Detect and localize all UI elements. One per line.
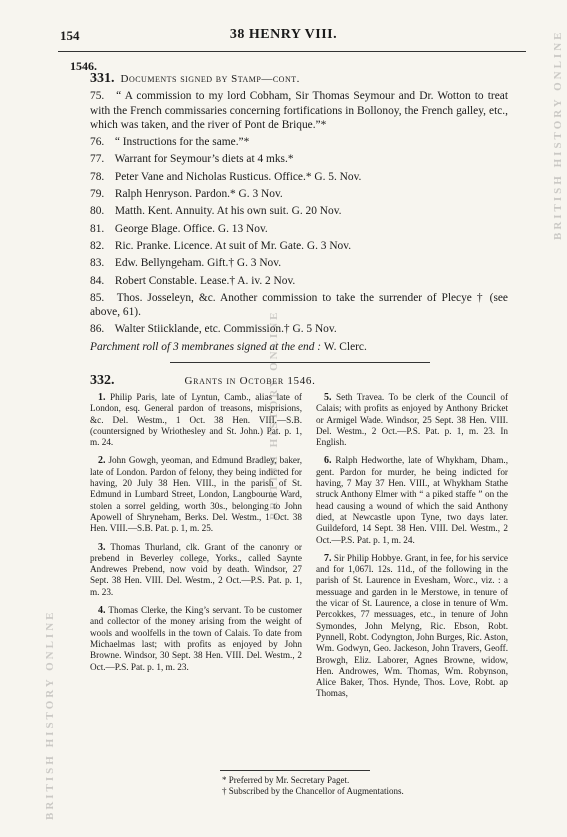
section-divider	[170, 362, 430, 363]
item-text: Thos. Josseleyn, &c. Another commission to take the surrender of Plecye † (see above, 61).	[90, 291, 508, 319]
list-item	[90, 256, 508, 270]
item-number: 7.	[324, 552, 332, 564]
footnote: * Preferred by Mr. Secretary Paget.	[222, 775, 350, 785]
item-number: 79.	[90, 188, 105, 201]
list-item	[90, 322, 508, 336]
watermark: BRITISH HISTORY ONLINE	[268, 309, 280, 520]
item-number: 5.	[324, 392, 332, 403]
item-number: 6.	[324, 455, 332, 467]
item-text: “ A commission to my lord Cobham, Sir Thomas Seymour and Dr. Wotton to treat with the French commissaries concerning fortifications in Bollonoy, the French galley, etc., which was taken, and the river of Pont de Brique.”*	[90, 90, 508, 131]
item-text: John Gowgh, yeoman, and Edmund Bradley, baker, late of London. Pardon of felony, they being indicted for having, 20 July 38 Hen. VIII., in the parish of St. Edmund in Lumbard Street, London, Langbourne Ward, stolen a sorrel gelding, worth 30s., belonging to John Apowell of Shryneham, Berks. Del. Westm., 1 Oct. 38 Hen. VIII.—S.B. Pat. p. 1, m. 25.	[90, 455, 302, 534]
list-item	[90, 239, 508, 253]
watermark: BRITISH HISTORY ONLINE	[552, 29, 564, 240]
parchment-note-text: Parchment roll of 3 membranes signed at the end :	[90, 340, 322, 353]
header-rule	[58, 51, 526, 52]
item-number: 75.	[90, 90, 105, 103]
item-text: Philip Paris, late of Lyntun, Camb., alias late of London, esq. General pardon of treasons, misprisions, &c. Del. Westm., 1 Oct. 38 Hen. VIII.—S.B. (countersigned by Wriothesley and St. John.) Pat. p. 1, m. 24.	[90, 392, 302, 448]
section-331-heading	[90, 72, 508, 86]
list-item	[90, 89, 508, 132]
item-number: 76.	[90, 136, 105, 149]
item-text: Robert Constable. Lease.† A. iv. 2 Nov.	[114, 274, 296, 287]
year-marker: 1546.	[70, 59, 97, 73]
list-item	[316, 455, 508, 545]
list-item	[90, 152, 508, 166]
item-text: George Blage. Office. G. 13 Nov.	[114, 222, 268, 235]
item-number: 3.	[98, 541, 106, 553]
parchment-signer: W. Clerc.	[323, 340, 367, 353]
list-item	[90, 204, 508, 218]
section-number: 332.	[90, 373, 115, 388]
item-text: Ralph Henryson. Pardon.* G. 3 Nov.	[114, 188, 283, 201]
right-column	[316, 392, 508, 707]
item-text: Ralph Hedworthe, late of Whykham, Dham., gent. Pardon for murder, he being indicted for having, 7 May 37 Hen. VIII., at Whykham Stathe struck Anthony Elmer with “ a piked staffe ” on the head causing a wound of which the said Anthony died, at Newcastle upon Tyne, two days later. Guildeford, 14 Sept. 38 Hen. VIII. Del. Westm., 2 Oct.—P.S. Pat. p. 1, m. 24.	[316, 455, 508, 545]
section-number: 331.	[90, 71, 115, 86]
parchment-note	[90, 340, 508, 354]
section-title: Documents signed by Stamp—cont.	[120, 73, 300, 85]
list-item	[90, 291, 508, 320]
watermark: BRITISH HISTORY ONLINE	[44, 609, 56, 820]
list-item	[316, 553, 508, 700]
item-text: Matth. Kent. Annuity. At his own suit. G. 20 Nov.	[114, 205, 342, 218]
item-text: Peter Vane and Nicholas Rusticus. Office.* G. 5. Nov.	[114, 170, 362, 183]
item-text: Ric. Pranke. Licence. At suit of Mr. Gate. G. 3 Nov.	[114, 239, 352, 252]
list-item	[90, 222, 508, 236]
item-number: 4.	[98, 605, 106, 617]
item-number: 2.	[98, 455, 106, 467]
item-number: 77.	[90, 153, 105, 166]
footnotes	[222, 775, 404, 797]
list-item	[316, 392, 508, 448]
item-number: 84.	[90, 274, 105, 287]
footnote: † Subscribed by the Chancellor of Augmentations.	[222, 786, 404, 796]
item-text: “ Instructions for the same.”*	[114, 136, 250, 149]
list-item	[90, 187, 508, 201]
page-number: 154	[60, 28, 80, 43]
item-text: Seth Travea. To be clerk of the Council of Calais; with profits as enjoyed by Anthony Bricket or Armigel Wade. Windsor, 25 Sept. 38 Hen. VIII. Del. Westm., 2 Oct.—P.S. Pat. p. 1, m. 23. In English.	[316, 392, 509, 448]
item-number: 85.	[90, 291, 105, 304]
item-text: Edw. Bellyngeham. Gift.† G. 3 Nov.	[114, 257, 282, 270]
list-item	[90, 542, 302, 598]
running-title: 38 HENRY VIII.	[229, 27, 338, 42]
item-text: Sir Philip Hobbye. Grant, in fee, for his service and for 1,067l. 12s. 11d., of the following in the parish of St. Laurence in Evesham, Worc., viz. : a messuage and garden in le Merstowe, in tenure of the vicar of St. Laurence, a close in tenure of Wm. Percokkes, 77 messuages, etc., in tenure of John Symondes, John Melyng, Ric. Ebson, Robt. Pynnell, Robt. Codyngton, John Burges, Ric. Aston, Wm. Godwyn, Geo. Jackeson, John Travers, Geoff. Browgh, Eliz. Laborer, Agnes Browne, widow, Hen. Androwes, Wm. Thomas, Wm. Robynson, Alice Baker, Thos. Hynde, Thos. Love, Robt. ap Thomas,	[316, 552, 509, 699]
item-number: 80.	[90, 205, 105, 218]
section-332-heading	[90, 373, 510, 389]
item-text: Thomas Thurland, clk. Grant of the canonry or prebend in Beverley college, Yorks., called Saynte Andrewes Prebend, now void by death. Windsor, 27 Sept. 38 Hen. VIII. Del. Westm., 2 Oct.—P.S. Pat. p. 1, m. 23.	[90, 541, 302, 597]
list-item	[90, 135, 508, 149]
item-number: 1.	[98, 392, 106, 403]
item-number: 81.	[90, 222, 105, 235]
item-number: 83.	[90, 257, 105, 270]
item-text: Warrant for Seymour’s diets at 4 mks.*	[114, 153, 294, 166]
item-text: Thomas Clerke, the King’s servant. To be customer and collector of the money arising from the weight of wools and woolfells in the town of Calais. To date from Michaelmas last; with profits as enjoyed by John Browne. Windsor, 30 Sept. 38 Hen. VIII. Del. Westm., 2 Oct.—P.S. Pat. p. 1, m. 23.	[90, 605, 303, 672]
section-331	[90, 72, 508, 354]
list-item	[90, 170, 508, 184]
list-item	[90, 605, 302, 673]
footnote-rule	[220, 770, 370, 771]
item-number: 78.	[90, 170, 105, 183]
item-text: Walter Stiicklande, etc. Commission.† G. 5 Nov.	[114, 323, 337, 336]
section-331-items	[90, 89, 508, 336]
list-item	[90, 274, 508, 288]
item-number: 82.	[90, 239, 105, 252]
section-title: Grants in October 1546.	[184, 375, 316, 387]
item-number: 86.	[90, 323, 105, 336]
